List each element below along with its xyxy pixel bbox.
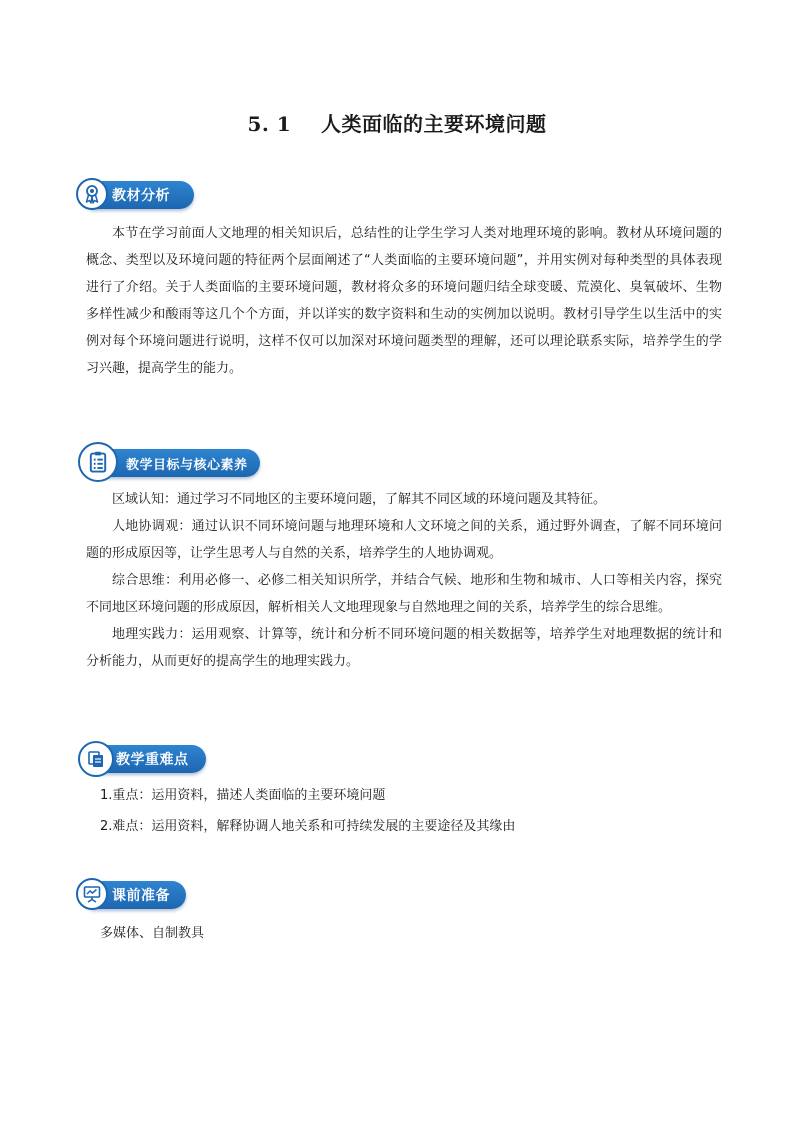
list-item: 1.重点：运用资料，描述人类面临的主要环境问题 — [100, 788, 386, 803]
section-header-label: 教材分析 — [112, 188, 170, 204]
paragraph: 地理实践力：运用观察、计算等，统计和分析不同环境问题的相关数据等，培养学生对地理数据的统计和分析能力，从而更好的提高学生的地理实践力。 — [86, 627, 722, 669]
page-title: 5. 1 人类面临的主要环境问题 — [247, 112, 547, 136]
paragraph: 多媒体、自制教具 — [100, 926, 205, 941]
document-stack-icon — [78, 741, 114, 777]
section-body-objectives — [86, 486, 722, 675]
section-header-objectives — [76, 448, 248, 478]
section-body-key-points — [86, 782, 722, 840]
paragraph: 人地协调观：通过认识不同环境问题与地理环境和人文环境之间的关系，通过野外调查，了解不同环境问题的形成原因等，让学生思考人与自然的关系，培养学生的人地协调观。 — [86, 519, 722, 561]
award-ribbon-icon — [76, 178, 108, 210]
section-body-preparation — [86, 920, 722, 947]
section-body-textbook-analysis — [86, 220, 722, 382]
section-header-preparation — [76, 880, 170, 910]
presentation-board-icon — [76, 878, 108, 910]
section-header-key-points — [76, 744, 189, 774]
section-header-label: 课前准备 — [112, 888, 170, 904]
section-header-label: 教学目标与核心素养 — [126, 457, 248, 473]
clipboard-checklist-icon — [78, 442, 118, 482]
paragraph: 综合思维：利用必修一、必修二相关知识所学，并结合气候、地形和生物和城市、人口等相关内容，探究不同地区环境问题的形成原因，解析相关人文地理现象与自然地理之间的关系，培养学生的综合思维。 — [86, 573, 722, 615]
section-header-textbook-analysis — [76, 180, 170, 210]
section-header-label: 教学重难点 — [116, 752, 189, 768]
list-item: 2.难点：运用资料，解释协调人地关系和可持续发展的主要途径及其缘由 — [100, 819, 516, 834]
paragraph: 区域认知：通过学习不同地区的主要环境问题，了解其不同区域的环境问题及其特征。 — [112, 492, 607, 507]
paragraph: 本节在学习前面人文地理的相关知识后，总结性的让学生学习人类对地理环境的影响。教材从环境问题的概念、类型以及环境问题的特征两个层面阐述了“人类面临的主要环境问题”，并用实例对每种类型的具体表现进行了介绍。关于人类面临的主要环境问题，教材将众多的环境问题归结全球变暖、荒漠化、臭氧破坏、生物多样性减少和酸雨等这几个个方面，并以详实的数字资料和生动的实例加以说明。教材引导学生以生活中的实例对每个环境问题进行说明，这样不仅可以加深对环境问题类型的理解，还可以理论联系实际，培养学生的学习兴趣，提高学生的能力。 — [86, 226, 722, 376]
